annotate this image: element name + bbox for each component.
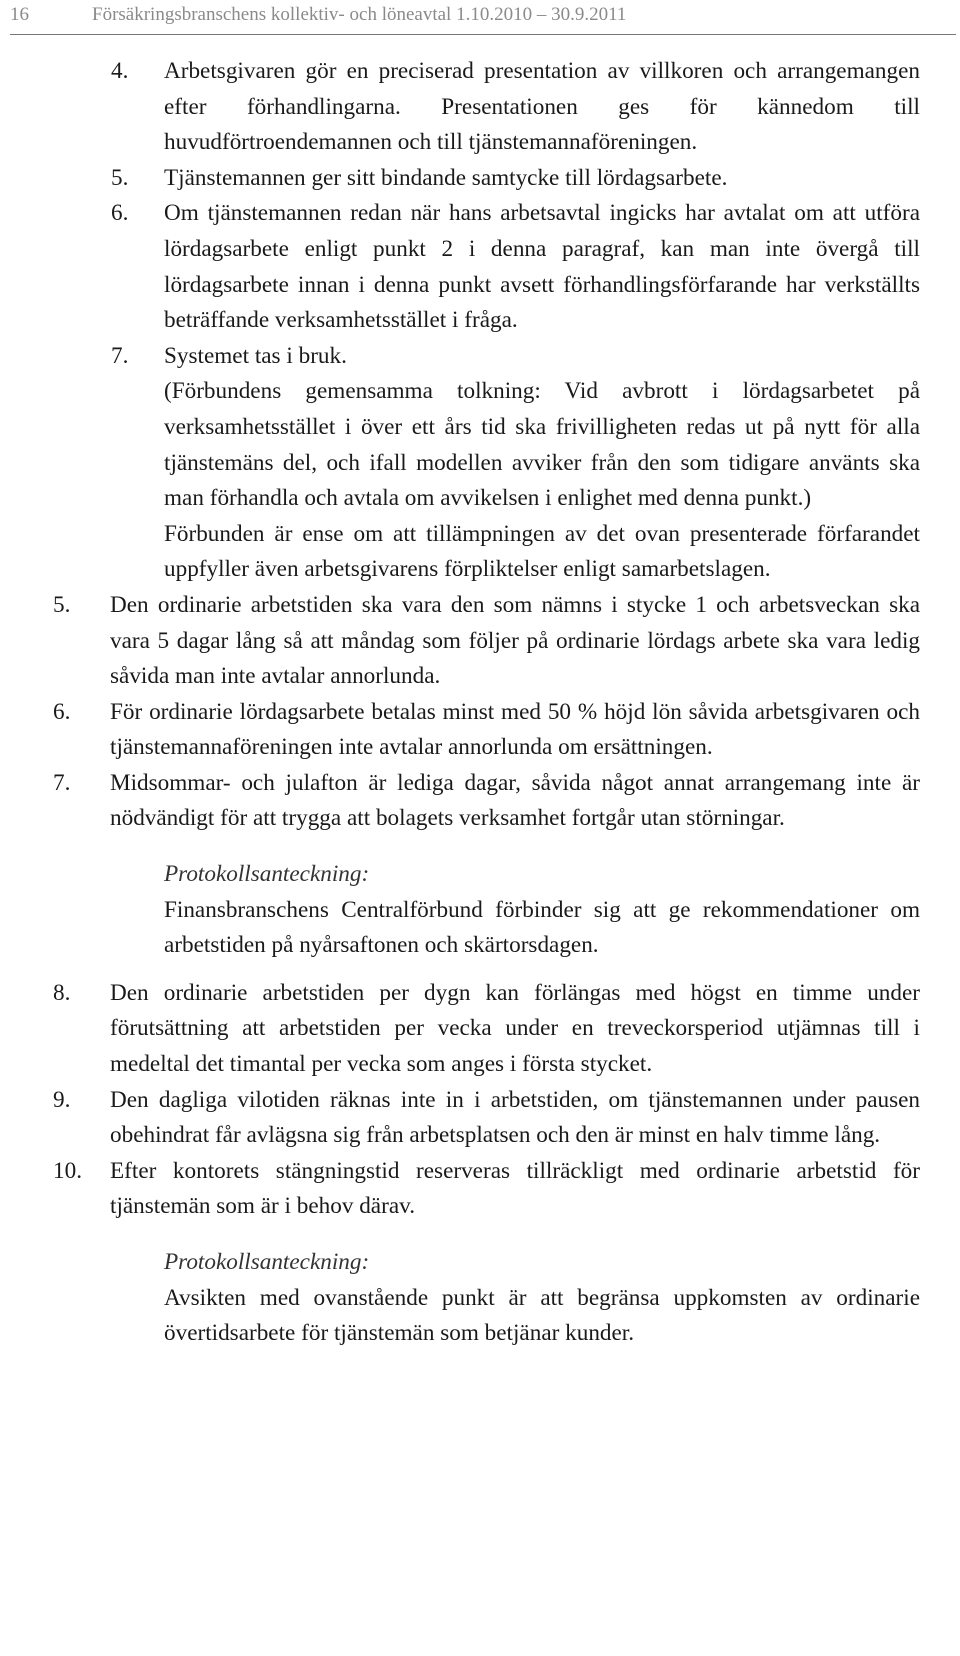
item-text: Systemet tas i bruk.: [164, 342, 347, 369]
protocol-note-text: Avsikten med ovanstående punkt är att begränsa uppkomsten av ordinarie övertidsarbete för tjänstemän som betjänar kunder.: [164, 1284, 920, 1347]
item-number: 9.: [53, 1086, 71, 1113]
list-item: [53, 1154, 920, 1225]
item-text: Den ordinarie arbetstiden ska vara den som nämns i stycke 1 och arbetsveckan ska vara 5 dagar lång så att måndag som följer på ordinarie lördags arbete ska vara ledig såvida man inte avtalar annorlunda.: [110, 591, 920, 690]
page-number: 16: [10, 4, 29, 25]
protocol-note-label: Protokollsanteckning:: [164, 861, 370, 888]
list-item: [53, 976, 920, 1083]
item-text: Om tjänstemannen redan när hans arbetsavtal ingicks har avtalat om att utföra lördagsarbete enligt punkt 2 i denna paragraf, kan man inte övergå till lördagsarbete innan i denna punkt avsett förhandlingsförfarande har verkställts beträffande verksamhetsstället i fråga.: [164, 200, 920, 334]
joint-interpretation: (Förbundens gemensamma tolkning: Vid avbrott i lördagsarbetet på verksamhetsstället i över ett års tid ska frivilligheten redas ut på nytt för alla tjänstemäns del, och ifall modellen avviker från den som tidigare använts ska man förhandla och avtala om avvikelsen i enlighet med denna punkt.): [164, 378, 920, 512]
protocol-note-text: Finansbranschens Centralförbund förbinder sig att ge rekommendationer om arbetstiden på nyårsaftonen och skärtorsdagen.: [164, 896, 920, 959]
page-header: [10, 0, 956, 35]
item-number: 6.: [111, 200, 129, 227]
protocol-note-label: Protokollsanteckning:: [164, 1249, 370, 1275]
list-item: [53, 1083, 920, 1154]
item-text: Den ordinarie arbetstiden per dygn kan förlängas med högst en timme under förutsättning att arbetstiden per vecka under en treveckorsperiod utjämnas till i medeltal det timantal per vecka som anges i första stycket.: [110, 979, 920, 1078]
list-item: [111, 54, 920, 161]
item-text: Arbetsgivaren gör en preciserad presentation av villkoren och arrangemangen efter förhandlingarna. Presentationen ges för kännedom till huvudförtroendemannen och till tjänstemannaföreningen.: [164, 58, 920, 156]
item-number: 4.: [111, 58, 129, 84]
item-number: 6.: [53, 698, 71, 725]
item-number: 8.: [53, 979, 71, 1006]
item-text: Den dagliga vilotiden räknas inte in i arbetstiden, om tjänstemannen under pausen obehindrat får avlägsna sig från arbetsplatsen och den är minst en halv timme lång.: [110, 1086, 920, 1149]
item-number: 7.: [53, 769, 71, 796]
list-item: [53, 766, 920, 837]
list-item: [53, 588, 920, 695]
list-item: [111, 161, 920, 197]
item-number: 7.: [111, 342, 129, 369]
list-item: [53, 695, 920, 766]
protocol-note: [164, 1245, 920, 1352]
item-text: Efter kontorets stängningstid reserveras tillräckligt med ordinarie arbetstid för tjänstemän som är i behov därav.: [110, 1157, 920, 1220]
protocol-note: [164, 857, 920, 964]
item-text: Midsommar- och julafton är lediga dagar, såvida något annat arrangemang inte är nödvändigt för att trygga att bolagets verksamhet fortgår utan störningar.: [110, 769, 920, 832]
list-item: [111, 339, 920, 375]
agreement-paragraph: Förbunden är ense om att tillämpningen av det ovan presenterade förfarandet uppfyller även arbetsgivarens förpliktelser enligt samarbetslagen.: [164, 520, 920, 583]
list-item: [111, 196, 920, 338]
item-number: 5.: [53, 591, 71, 618]
item-text: För ordinarie lördagsarbete betalas minst med 50 % höjd lön såvida arbetsgivaren och tjänstemannaföreningen inte avtalar annorlunda om ersättningen.: [110, 698, 920, 761]
item-text: Tjänstemannen ger sitt bindande samtycke till lördagsarbete.: [164, 164, 728, 191]
document-body: [0, 54, 960, 1352]
running-title: Försäkringsbranschens kollektiv- och löneavtal 1.10.2010 – 30.9.2011: [92, 4, 627, 25]
item-number: 5.: [111, 164, 129, 191]
item-number: 10.: [53, 1157, 82, 1184]
